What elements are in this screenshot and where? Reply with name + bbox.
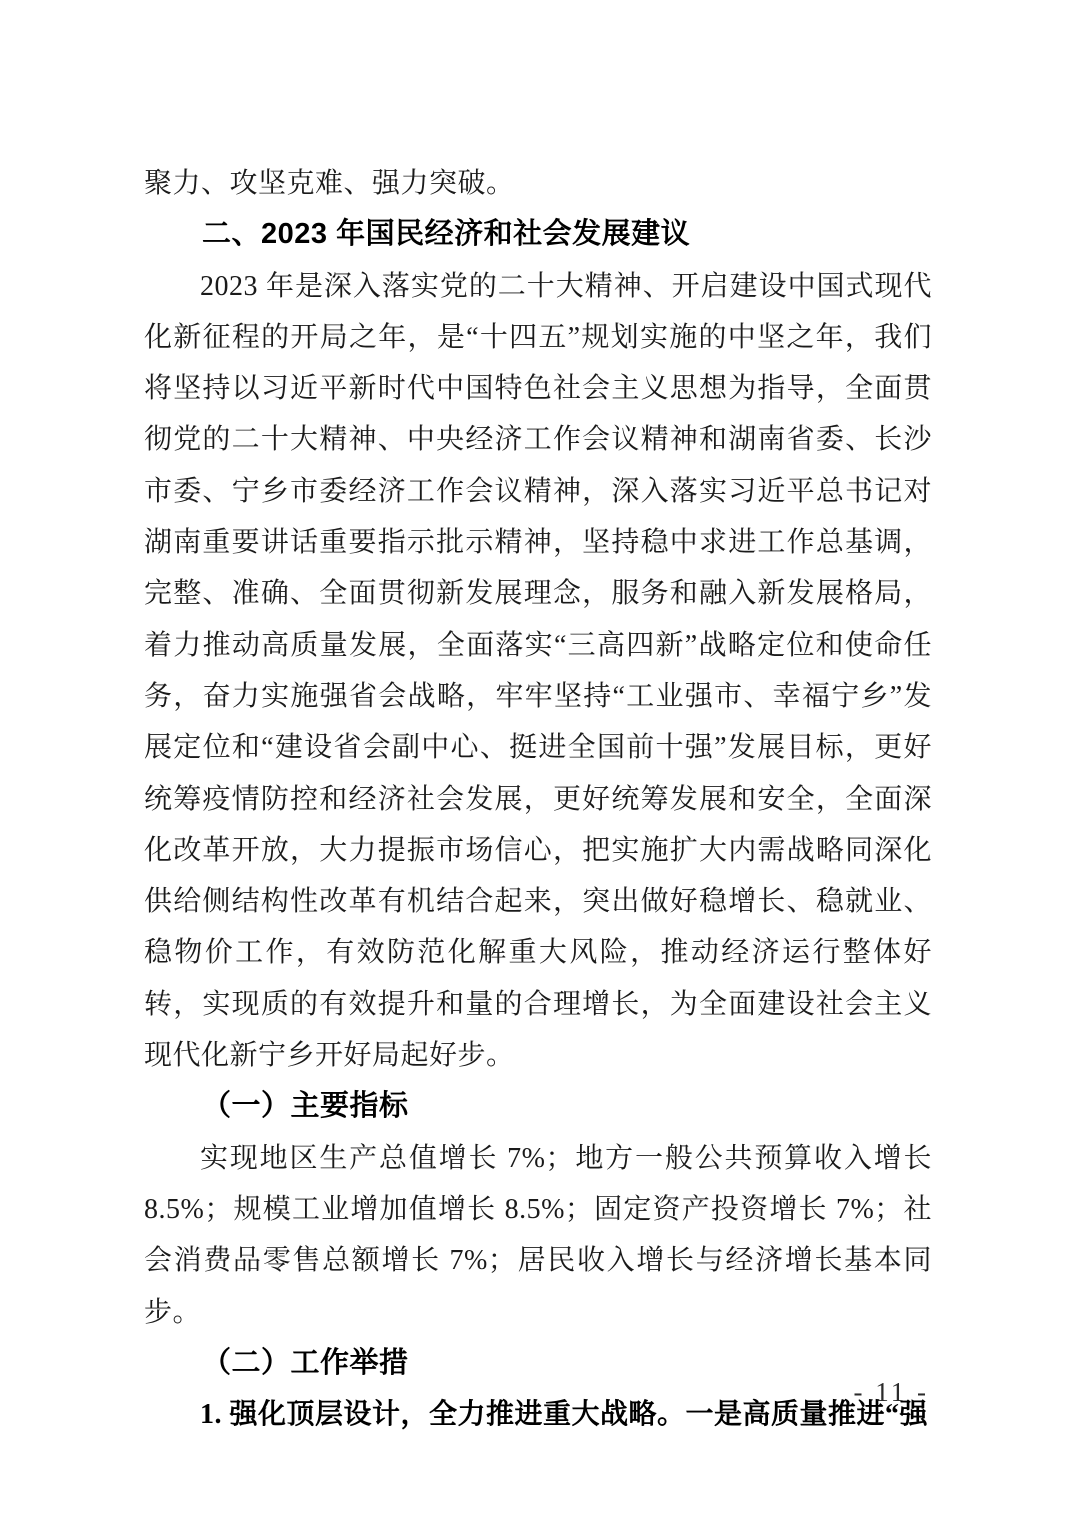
subheading-work-measures: （二）工作举措 [202,1346,409,1379]
document-content [144,158,932,1440]
page-number: - 11 - [853,1377,929,1407]
section-heading: 二、2023 年国民经济和社会发展建议 [202,218,691,251]
subheading-main-indicators: （一）主要指标 [202,1090,409,1123]
paragraph-indicators: 实现地区生产总值增长 7%；地方一般公共预算收入增长 8.5%；规模工业增加值增长 8.5%；固定资产投资增长 7%；社会消费品零售总额增长 7%；居民收入增长与经济增长基本同步。 [144,1142,932,1328]
paragraph-measure-1: 1. 强化顶层设计，全力推进重大战略。一是高质量推进“强 [200,1399,929,1431]
paragraph-overview: 2023 年是深入落实党的二十大精神、开启建设中国式现代化新征程的开局之年，是“十四五”规划实施的中坚之年，我们将坚持以习近平新时代中国特色社会主义思想为指导，全面贯彻党的二十大精神、中央经济工作会议精神和湖南省委、长沙市委、宁乡市委经济工作会议精神，深入落实习近平总书记对湖南重要讲话重要指示批示精神，坚持稳中求进工作总基调，完整、准确、全面贯彻新发展理念，服务和融入新发展格局，着力推动高质量发展，全面落实“三高四新”战略定位和使命任务，奋力实施强省会战略，牢牢坚持“工业强市、幸福宁乡”发展定位和“建设省会副中心、挺进全国前十强”发展目标，更好统筹疫情防控和经济社会发展，更好统筹发展和安全，全面深化改革开放，大力提振市场信心，把实施扩大内需战略同深化供给侧结构性改革有机结合起来，突出做好稳增长、稳就业、稳物价工作，有效防范化解重大风险，推动经济运行整体好转，实现质的有效提升和量的合理增长，为全面建设社会主义现代化新宁乡开好局起好步。 [144,270,932,1072]
paragraph-continuation: 聚力、攻坚克难、强力突破。 [144,168,515,199]
